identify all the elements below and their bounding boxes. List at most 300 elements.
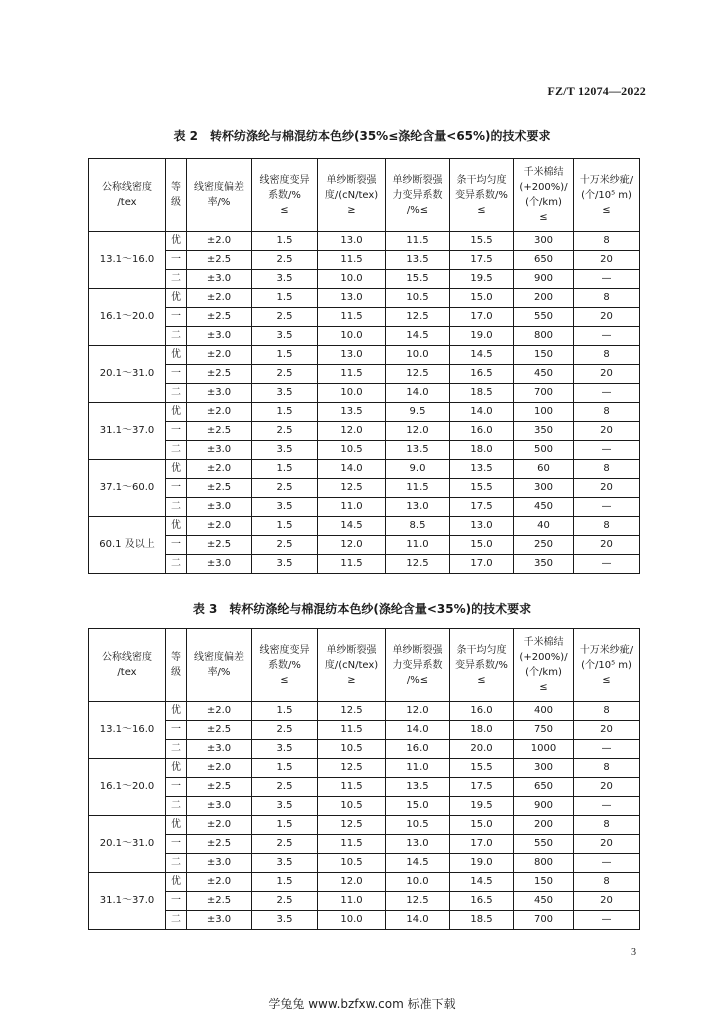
deviation-cell: ±3.0 bbox=[187, 441, 252, 460]
value-cell: 2.5 bbox=[252, 835, 318, 854]
table-row bbox=[89, 251, 640, 270]
column-header bbox=[386, 629, 450, 702]
value-cell: 2.5 bbox=[252, 778, 318, 797]
value-cell: 14.0 bbox=[386, 721, 450, 740]
value-cell: 20 bbox=[574, 835, 640, 854]
value-cell: 2.5 bbox=[252, 721, 318, 740]
value-cell: 13.5 bbox=[450, 460, 514, 479]
value-cell: 3.5 bbox=[252, 270, 318, 289]
linear-density-range: 13.1～16.0 bbox=[89, 232, 166, 289]
value-cell: — bbox=[574, 555, 640, 574]
column-header-line: 系数/% bbox=[268, 659, 301, 671]
table-row bbox=[89, 536, 640, 555]
value-cell: 15.5 bbox=[386, 270, 450, 289]
column-header-line: 十万米纱疵/ bbox=[579, 644, 634, 656]
value-cell: 20 bbox=[574, 251, 640, 270]
column-header-line: 单纱断裂强 bbox=[392, 174, 443, 186]
table-row bbox=[89, 892, 640, 911]
value-cell: 300 bbox=[514, 759, 574, 778]
table-row bbox=[89, 403, 640, 422]
value-cell: 11.5 bbox=[386, 479, 450, 498]
value-cell: — bbox=[574, 797, 640, 816]
value-cell: 10.0 bbox=[318, 327, 386, 346]
value-cell: 17.0 bbox=[450, 555, 514, 574]
value-cell: 8 bbox=[574, 289, 640, 308]
column-header bbox=[252, 159, 318, 232]
value-cell: 13.5 bbox=[318, 403, 386, 422]
value-cell: 1.5 bbox=[252, 759, 318, 778]
column-header-line: ≤ bbox=[477, 674, 486, 686]
value-cell: 19.0 bbox=[450, 854, 514, 873]
deviation-cell: ±2.0 bbox=[187, 403, 252, 422]
deviation-cell: ±3.0 bbox=[187, 270, 252, 289]
value-cell: 10.0 bbox=[318, 270, 386, 289]
value-cell: 650 bbox=[514, 251, 574, 270]
value-cell: 13.5 bbox=[386, 778, 450, 797]
linear-density-range: 31.1～37.0 bbox=[89, 403, 166, 460]
grade-cell: 二 bbox=[166, 327, 187, 346]
value-cell: 450 bbox=[514, 365, 574, 384]
value-cell: 18.5 bbox=[450, 384, 514, 403]
value-cell: 8 bbox=[574, 346, 640, 365]
table3-header-row bbox=[89, 629, 640, 702]
linear-density-range: 31.1～37.0 bbox=[89, 873, 166, 930]
table-row bbox=[89, 479, 640, 498]
deviation-cell: ±2.5 bbox=[187, 308, 252, 327]
grade-cell: 二 bbox=[166, 384, 187, 403]
value-cell: 3.5 bbox=[252, 441, 318, 460]
value-cell: 550 bbox=[514, 308, 574, 327]
value-cell: 11.0 bbox=[386, 536, 450, 555]
value-cell: 900 bbox=[514, 270, 574, 289]
deviation-cell: ±2.0 bbox=[187, 759, 252, 778]
linear-density-range: 37.1～60.0 bbox=[89, 460, 166, 517]
table-row bbox=[89, 365, 640, 384]
value-cell: 15.5 bbox=[450, 479, 514, 498]
value-cell: 2.5 bbox=[252, 479, 318, 498]
column-header-line: /%≤ bbox=[406, 674, 429, 686]
value-cell: 11.0 bbox=[386, 759, 450, 778]
value-cell: 13.5 bbox=[386, 441, 450, 460]
value-cell: 19.0 bbox=[450, 327, 514, 346]
value-cell: 12.0 bbox=[318, 873, 386, 892]
table-row bbox=[89, 816, 640, 835]
value-cell: 900 bbox=[514, 797, 574, 816]
value-cell: 10.5 bbox=[386, 289, 450, 308]
deviation-cell: ±2.0 bbox=[187, 702, 252, 721]
deviation-cell: ±2.5 bbox=[187, 536, 252, 555]
table-row bbox=[89, 232, 640, 251]
column-header-line: 千米棉结 bbox=[523, 167, 564, 178]
column-header-line: ≤ bbox=[602, 674, 611, 686]
linear-density-range: 20.1～31.0 bbox=[89, 346, 166, 403]
value-cell: 14.5 bbox=[450, 346, 514, 365]
column-header-line: 公称线密度 bbox=[102, 652, 152, 663]
grade-cell: 一 bbox=[166, 308, 187, 327]
value-cell: 11.5 bbox=[318, 835, 386, 854]
deviation-cell: ±3.0 bbox=[187, 911, 252, 930]
value-cell: 20 bbox=[574, 892, 640, 911]
value-cell: 150 bbox=[514, 346, 574, 365]
column-header bbox=[166, 159, 187, 232]
deviation-cell: ±2.5 bbox=[187, 479, 252, 498]
table-row bbox=[89, 911, 640, 930]
value-cell: 3.5 bbox=[252, 384, 318, 403]
value-cell: 16.0 bbox=[450, 422, 514, 441]
value-cell: 20 bbox=[574, 422, 640, 441]
grade-cell: 二 bbox=[166, 797, 187, 816]
deviation-cell: ±3.0 bbox=[187, 555, 252, 574]
value-cell: 8 bbox=[574, 232, 640, 251]
column-header-line: 线密度偏差 bbox=[194, 652, 244, 663]
value-cell: 14.5 bbox=[450, 873, 514, 892]
value-cell: 1000 bbox=[514, 740, 574, 759]
column-header bbox=[574, 159, 640, 232]
value-cell: 11.5 bbox=[318, 251, 386, 270]
value-cell: 10.5 bbox=[318, 441, 386, 460]
value-cell: 15.5 bbox=[450, 232, 514, 251]
value-cell: 15.0 bbox=[450, 289, 514, 308]
table-row bbox=[89, 702, 640, 721]
value-cell: 14.5 bbox=[318, 517, 386, 536]
value-cell: 20 bbox=[574, 778, 640, 797]
column-header-line: 变异系数/% bbox=[455, 189, 508, 201]
table-row bbox=[89, 308, 640, 327]
value-cell: 13.0 bbox=[386, 498, 450, 517]
column-header-line: 千米棉结 bbox=[523, 637, 564, 648]
value-cell: 700 bbox=[514, 384, 574, 403]
value-cell: 700 bbox=[514, 911, 574, 930]
value-cell: 12.5 bbox=[318, 479, 386, 498]
value-cell: 300 bbox=[514, 232, 574, 251]
column-header bbox=[252, 629, 318, 702]
deviation-cell: ±2.5 bbox=[187, 778, 252, 797]
column-header bbox=[166, 629, 187, 702]
column-header-line: ≤ bbox=[539, 212, 548, 223]
value-cell: 18.0 bbox=[450, 441, 514, 460]
value-cell: 17.5 bbox=[450, 251, 514, 270]
table3-title: 表 3 转杯纺涤纶与棉混纺本色纱(涤纶含量<35%)的技术要求 bbox=[192, 602, 532, 616]
value-cell: 1.5 bbox=[252, 517, 318, 536]
value-cell: 2.5 bbox=[252, 365, 318, 384]
value-cell: 20 bbox=[574, 365, 640, 384]
value-cell: 12.5 bbox=[318, 759, 386, 778]
table-row bbox=[89, 555, 640, 574]
value-cell: 12.0 bbox=[318, 422, 386, 441]
grade-cell: 一 bbox=[166, 721, 187, 740]
value-cell: 11.5 bbox=[318, 778, 386, 797]
table-row bbox=[89, 797, 640, 816]
column-header bbox=[318, 629, 386, 702]
deviation-cell: ±2.0 bbox=[187, 346, 252, 365]
linear-density-range: 60.1 及以上 bbox=[89, 517, 166, 574]
column-header-line: 十万米纱疵/ bbox=[579, 174, 634, 186]
value-cell: 8 bbox=[574, 403, 640, 422]
column-header-line: 变异系数/% bbox=[455, 659, 508, 671]
value-cell: 10.5 bbox=[318, 797, 386, 816]
table2-header-row bbox=[89, 159, 640, 232]
value-cell: 15.0 bbox=[450, 816, 514, 835]
deviation-cell: ±3.0 bbox=[187, 740, 252, 759]
column-header-line: /tex bbox=[117, 667, 137, 678]
value-cell: 8 bbox=[574, 759, 640, 778]
value-cell: 10.5 bbox=[386, 816, 450, 835]
deviation-cell: ±3.0 bbox=[187, 384, 252, 403]
deviation-cell: ±2.5 bbox=[187, 422, 252, 441]
column-header-line: (+200%)/ bbox=[519, 182, 568, 193]
standard-code: FZ/T 12074—2022 bbox=[547, 84, 646, 98]
value-cell: 1.5 bbox=[252, 816, 318, 835]
value-cell: 13.5 bbox=[386, 251, 450, 270]
column-header-line: ≥ bbox=[347, 204, 356, 216]
value-cell: 18.5 bbox=[450, 911, 514, 930]
column-header bbox=[450, 159, 514, 232]
value-cell: 19.5 bbox=[450, 270, 514, 289]
column-header-line: 等 bbox=[171, 652, 181, 663]
column-header-line: 度/(cN/tex) bbox=[324, 659, 379, 671]
watermark-text: 学兔兔 www.bzfxw.com 标准下载 bbox=[268, 997, 456, 1011]
column-header-line: 单纱断裂强 bbox=[326, 644, 377, 656]
grade-cell: 优 bbox=[166, 460, 187, 479]
deviation-cell: ±2.0 bbox=[187, 873, 252, 892]
grade-cell: 优 bbox=[166, 232, 187, 251]
table2-title: 表 2 转杯纺涤纶与棉混纺本色纱(35%≤涤纶含量<65%)的技术要求 bbox=[173, 129, 551, 143]
grade-cell: 优 bbox=[166, 403, 187, 422]
value-cell: 40 bbox=[514, 517, 574, 536]
deviation-cell: ±3.0 bbox=[187, 498, 252, 517]
value-cell: 16.0 bbox=[450, 702, 514, 721]
column-header-line: 系数/% bbox=[268, 189, 301, 201]
column-header-line: 度/(cN/tex) bbox=[324, 189, 379, 201]
value-cell: 15.5 bbox=[450, 759, 514, 778]
column-header-line: 力变异系数 bbox=[392, 659, 443, 671]
column-header-line: (个/10⁵ m) bbox=[581, 659, 632, 671]
table2-body bbox=[89, 232, 640, 574]
value-cell: 14.0 bbox=[318, 460, 386, 479]
table-row bbox=[89, 441, 640, 460]
value-cell: 3.5 bbox=[252, 740, 318, 759]
value-cell: 8 bbox=[574, 873, 640, 892]
value-cell: 20 bbox=[574, 308, 640, 327]
grade-cell: 二 bbox=[166, 498, 187, 517]
value-cell: 12.0 bbox=[386, 702, 450, 721]
deviation-cell: ±2.5 bbox=[187, 721, 252, 740]
value-cell: 15.0 bbox=[386, 797, 450, 816]
column-header bbox=[187, 629, 252, 702]
value-cell: 9.5 bbox=[386, 403, 450, 422]
value-cell: 100 bbox=[514, 403, 574, 422]
table-row bbox=[89, 327, 640, 346]
column-header-line: (个/km) bbox=[525, 667, 562, 678]
value-cell: — bbox=[574, 911, 640, 930]
table-row bbox=[89, 778, 640, 797]
column-header-line: ≤ bbox=[280, 674, 289, 686]
value-cell: 13.0 bbox=[318, 289, 386, 308]
value-cell: 2.5 bbox=[252, 536, 318, 555]
value-cell: 800 bbox=[514, 327, 574, 346]
value-cell: 2.5 bbox=[252, 892, 318, 911]
grade-cell: 二 bbox=[166, 854, 187, 873]
value-cell: 650 bbox=[514, 778, 574, 797]
deviation-cell: ±2.5 bbox=[187, 251, 252, 270]
value-cell: 15.0 bbox=[450, 536, 514, 555]
table-row bbox=[89, 346, 640, 365]
value-cell: 14.5 bbox=[386, 854, 450, 873]
column-header-line: (个/10⁵ m) bbox=[581, 189, 632, 201]
column-header-line: 级 bbox=[171, 667, 181, 678]
value-cell: 14.0 bbox=[450, 403, 514, 422]
table2 bbox=[88, 158, 640, 574]
value-cell: 10.5 bbox=[318, 854, 386, 873]
value-cell: 10.5 bbox=[318, 740, 386, 759]
table-row bbox=[89, 835, 640, 854]
value-cell: 19.5 bbox=[450, 797, 514, 816]
value-cell: — bbox=[574, 740, 640, 759]
value-cell: 18.0 bbox=[450, 721, 514, 740]
column-header-line: (个/km) bbox=[525, 197, 562, 208]
value-cell: 8 bbox=[574, 460, 640, 479]
value-cell: — bbox=[574, 384, 640, 403]
value-cell: — bbox=[574, 498, 640, 517]
column-header-line: ≤ bbox=[477, 204, 486, 216]
value-cell: 13.0 bbox=[318, 232, 386, 251]
value-cell: — bbox=[574, 270, 640, 289]
column-header-line: 线密度变异 bbox=[259, 644, 310, 656]
grade-cell: 优 bbox=[166, 816, 187, 835]
value-cell: 1.5 bbox=[252, 702, 318, 721]
value-cell: 3.5 bbox=[252, 555, 318, 574]
value-cell: 11.5 bbox=[318, 721, 386, 740]
column-header bbox=[514, 159, 574, 232]
value-cell: 150 bbox=[514, 873, 574, 892]
value-cell: 8 bbox=[574, 816, 640, 835]
value-cell: 16.5 bbox=[450, 365, 514, 384]
value-cell: — bbox=[574, 327, 640, 346]
value-cell: 250 bbox=[514, 536, 574, 555]
grade-cell: 二 bbox=[166, 740, 187, 759]
deviation-cell: ±3.0 bbox=[187, 797, 252, 816]
table-row bbox=[89, 289, 640, 308]
column-header-line: (+200%)/ bbox=[519, 652, 568, 663]
column-header-line: 单纱断裂强 bbox=[326, 174, 377, 186]
value-cell: 9.0 bbox=[386, 460, 450, 479]
value-cell: 12.5 bbox=[386, 892, 450, 911]
column-header-line: /tex bbox=[117, 197, 137, 208]
value-cell: 1.5 bbox=[252, 289, 318, 308]
column-header-line: 等 bbox=[171, 182, 181, 193]
value-cell: 13.0 bbox=[450, 517, 514, 536]
grade-cell: 一 bbox=[166, 892, 187, 911]
value-cell: 10.0 bbox=[318, 384, 386, 403]
value-cell: 200 bbox=[514, 816, 574, 835]
column-header-line: 率/% bbox=[207, 197, 231, 208]
value-cell: 11.5 bbox=[318, 555, 386, 574]
value-cell: 14.0 bbox=[386, 384, 450, 403]
column-header bbox=[574, 629, 640, 702]
column-header bbox=[89, 159, 166, 232]
value-cell: 200 bbox=[514, 289, 574, 308]
value-cell: 450 bbox=[514, 892, 574, 911]
table-row bbox=[89, 873, 640, 892]
value-cell: 12.5 bbox=[318, 816, 386, 835]
value-cell: 8.5 bbox=[386, 517, 450, 536]
value-cell: 450 bbox=[514, 498, 574, 517]
table3 bbox=[88, 628, 640, 930]
column-header-line: 率/% bbox=[207, 667, 231, 678]
grade-cell: 一 bbox=[166, 835, 187, 854]
value-cell: 800 bbox=[514, 854, 574, 873]
table-row bbox=[89, 740, 640, 759]
column-header-line: ≤ bbox=[280, 204, 289, 216]
column-header-line: 线密度变异 bbox=[259, 174, 310, 186]
grade-cell: 一 bbox=[166, 479, 187, 498]
grade-cell: 一 bbox=[166, 251, 187, 270]
value-cell: 11.0 bbox=[318, 498, 386, 517]
value-cell: 1.5 bbox=[252, 346, 318, 365]
linear-density-range: 16.1～20.0 bbox=[89, 289, 166, 346]
value-cell: — bbox=[574, 441, 640, 460]
table-row bbox=[89, 759, 640, 778]
value-cell: 10.0 bbox=[386, 346, 450, 365]
value-cell: 12.5 bbox=[386, 555, 450, 574]
value-cell: 20.0 bbox=[450, 740, 514, 759]
column-header-line: ≤ bbox=[602, 204, 611, 216]
grade-cell: 优 bbox=[166, 289, 187, 308]
value-cell: 2.5 bbox=[252, 308, 318, 327]
value-cell: 350 bbox=[514, 555, 574, 574]
value-cell: 12.5 bbox=[386, 365, 450, 384]
value-cell: 3.5 bbox=[252, 327, 318, 346]
column-header bbox=[386, 159, 450, 232]
value-cell: 17.0 bbox=[450, 308, 514, 327]
grade-cell: 优 bbox=[166, 702, 187, 721]
value-cell: 1.5 bbox=[252, 873, 318, 892]
grade-cell: 优 bbox=[166, 517, 187, 536]
value-cell: 17.5 bbox=[450, 498, 514, 517]
deviation-cell: ±3.0 bbox=[187, 854, 252, 873]
column-header-line: 条干均匀度 bbox=[456, 644, 507, 656]
value-cell: 20 bbox=[574, 479, 640, 498]
value-cell: 400 bbox=[514, 702, 574, 721]
value-cell: 12.0 bbox=[318, 536, 386, 555]
linear-density-range: 16.1～20.0 bbox=[89, 759, 166, 816]
table-row bbox=[89, 422, 640, 441]
value-cell: 8 bbox=[574, 517, 640, 536]
table-row bbox=[89, 721, 640, 740]
value-cell: 17.5 bbox=[450, 778, 514, 797]
table-row bbox=[89, 460, 640, 479]
deviation-cell: ±2.5 bbox=[187, 835, 252, 854]
value-cell: 3.5 bbox=[252, 911, 318, 930]
value-cell: 10.0 bbox=[386, 873, 450, 892]
table-row bbox=[89, 517, 640, 536]
value-cell: 1.5 bbox=[252, 460, 318, 479]
value-cell: 12.5 bbox=[318, 702, 386, 721]
value-cell: 17.0 bbox=[450, 835, 514, 854]
column-header-line: 公称线密度 bbox=[102, 182, 152, 193]
value-cell: 8 bbox=[574, 702, 640, 721]
column-header bbox=[514, 629, 574, 702]
grade-cell: 一 bbox=[166, 778, 187, 797]
value-cell: 20 bbox=[574, 536, 640, 555]
deviation-cell: ±2.0 bbox=[187, 289, 252, 308]
value-cell: 12.0 bbox=[386, 422, 450, 441]
deviation-cell: ±2.0 bbox=[187, 460, 252, 479]
table-row bbox=[89, 270, 640, 289]
value-cell: 11.5 bbox=[318, 308, 386, 327]
grade-cell: 优 bbox=[166, 873, 187, 892]
deviation-cell: ±2.0 bbox=[187, 232, 252, 251]
